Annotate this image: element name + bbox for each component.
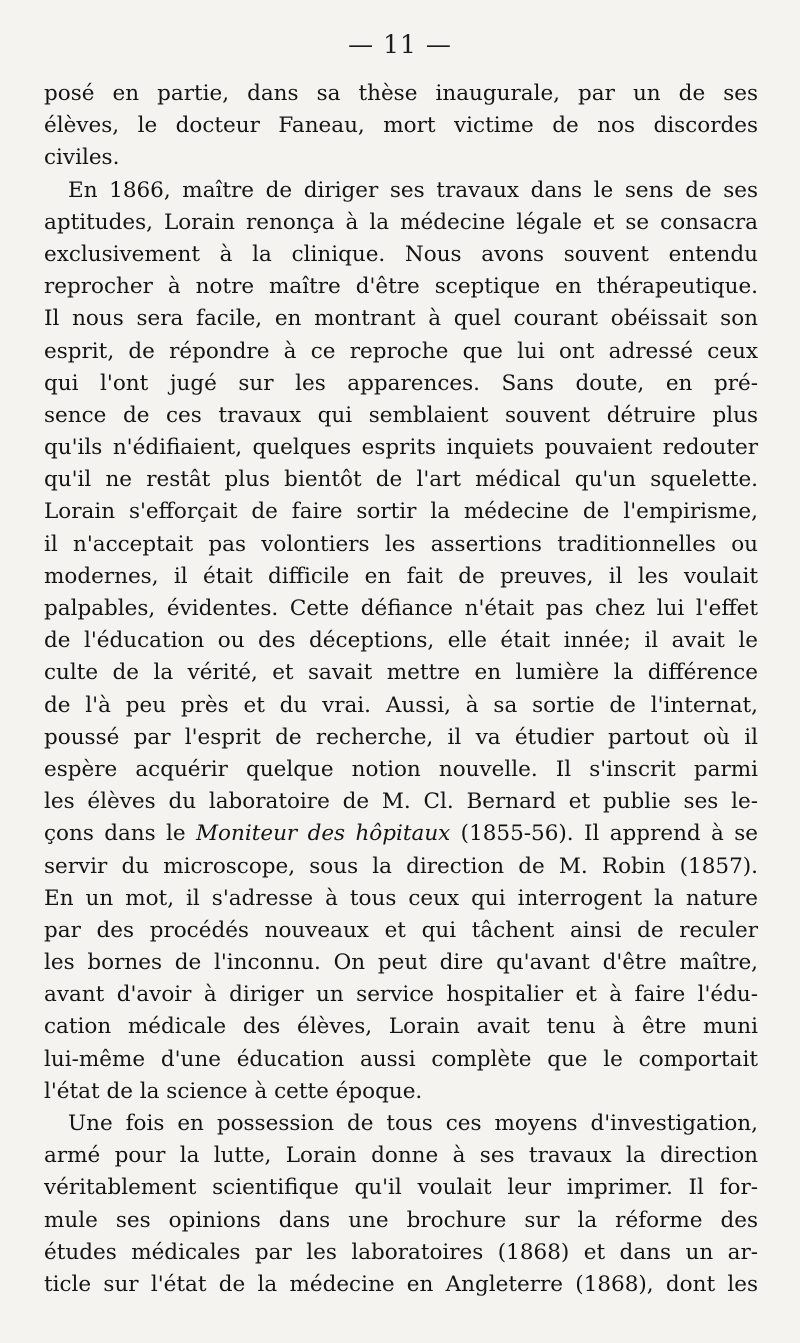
text-line: esprit, de répondre à ce reproche que lui ont adressé ceux — [44, 338, 758, 364]
text-line: cation médicale des élèves, Lorain avait tenu à être muni — [44, 1014, 758, 1040]
italic-title: Moniteur des hôpitaux — [196, 821, 451, 847]
text-line: de l'éducation ou des déceptions, elle était innée; il avait le — [44, 628, 758, 654]
text-line: qui l'ont jugé sur les apparences. Sans doute, en pré- — [44, 370, 758, 396]
text-line: sence de ces travaux qui semblaient souvent détruire plus — [44, 402, 758, 428]
text-line-part: çons dans le — [44, 821, 197, 847]
text-line: servir du microscope, sous la direction de M. Robin (1857). — [44, 853, 758, 879]
body-text — [44, 78, 758, 1301]
text-line: de l'à peu près et du vrai. Aussi, à sa sortie de l'internat, — [44, 692, 758, 718]
text-line: modernes, il était difficile en fait de preuves, il les voulait — [44, 563, 758, 589]
text-line: élèves, le docteur Faneau, mort victime de nos discordes — [44, 113, 758, 139]
text-line: armé pour la lutte, Lorain donne à ses travaux la direction — [44, 1143, 758, 1169]
text-line — [44, 818, 758, 850]
text-line: poussé par l'esprit de recherche, il va étudier partout où il — [44, 724, 758, 750]
text-line: études médicales par les laboratoires (1868) et dans un ar- — [44, 1239, 758, 1265]
text-line: par des procédés nouveaux et qui tâchent ainsi de reculer — [44, 917, 758, 943]
text-line: aptitudes, Lorain renonça à la médecine légale et se consacra — [44, 209, 758, 235]
text-line: les bornes de l'inconnu. On peut dire qu'avant d'être maître, — [44, 950, 758, 976]
text-line: avant d'avoir à diriger un service hospitalier et à faire l'édu- — [44, 982, 758, 1008]
text-line: Il nous sera facile, en montrant à quel courant obéissait son — [44, 306, 758, 332]
text-line: civiles. — [44, 145, 120, 171]
text-line: Lorain s'efforçait de faire sortir la médecine de l'empirisme, — [44, 499, 758, 525]
text-line: culte de la vérité, et savait mettre en lumière la différence — [44, 660, 758, 686]
text-line: En 1866, maître de diriger ses travaux dans le sens de ses — [68, 177, 758, 203]
text-line-part: (1855-56). Il apprend à se — [450, 821, 758, 847]
text-line: palpables, évidentes. Cette défiance n'était pas chez lui l'effet — [44, 596, 758, 621]
text-line: exclusivement à la clinique. Nous avons souvent entendu — [44, 241, 758, 267]
text-line: reprocher à notre maître d'être sceptique en thérapeutique. — [44, 274, 758, 300]
text-line: Une fois en possession de tous ces moyens d'investigation, — [68, 1111, 758, 1136]
text-line: véritablement scientifique qu'il voulait leur imprimer. Il for- — [44, 1175, 758, 1201]
page-number: — 11 — — [348, 30, 452, 59]
text-line: l'état de la science à cette époque. — [44, 1078, 423, 1104]
text-line: mule ses opinions dans une brochure sur la réforme des — [44, 1207, 758, 1233]
text-line: il n'acceptait pas volontiers les assertions traditionnelles ou — [44, 531, 758, 557]
text-line: les élèves du laboratoire de M. Cl. Bernard et publie ses le- — [44, 789, 758, 815]
text-line: qu'ils n'édifiaient, quelques esprits inquiets pouvaient redouter — [44, 435, 758, 461]
text-line: En un mot, il s'adresse à tous ceux qui interrogent la nature — [44, 885, 758, 911]
text-line: posé en partie, dans sa thèse inaugurale, par un de ses — [44, 81, 758, 106]
text-line: qu'il ne restât plus bientôt de l'art médical qu'un squelette. — [44, 467, 758, 493]
text-line: lui-même d'une éducation aussi complète que le comportait — [44, 1046, 758, 1072]
text-line: ticle sur l'état de la médecine en Angleterre (1868), dont les — [44, 1271, 758, 1297]
text-line: espère acquérir quelque notion nouvelle. Il s'inscrit parmi — [44, 756, 758, 782]
